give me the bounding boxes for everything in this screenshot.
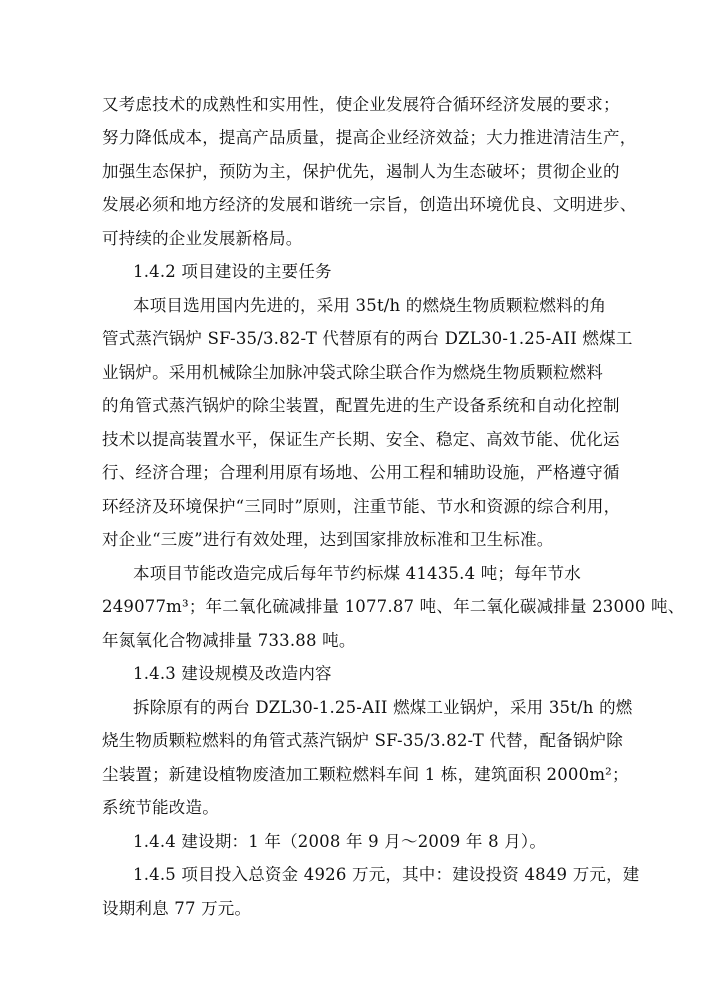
text-line: 又考虑技术的成熟性和实用性，使企业发展符合循环经济发展的要求； — [102, 95, 620, 114]
text-line: 管式蒸汽锅炉 SF-35/3.82-T 代替原有的两台 DZL30-1.25-AII 燃煤工 — [102, 329, 633, 348]
paragraph-first-line: 拆除原有的两台 DZL30-1.25-AII 燃煤工业锅炉，采用 35t/h 的燃 — [133, 698, 633, 717]
paragraph-first-line: 本项目选用国内先进的，采用 35t/h 的燃烧生物质颗粒燃料的角 — [133, 296, 607, 315]
text-line: 烧生物质颗粒燃料的角管式蒸汽锅炉 SF-35/3.82-T 代替，配备锅炉除 — [102, 731, 623, 750]
paragraph-first-line: 本项目节能改造完成后每年节约标煤 41435.4 吨；每年节水 — [133, 564, 581, 583]
section-heading: 1.4.4 建设期：1 年（2008 年 9 月～2009 年 8 月）。 — [133, 832, 547, 851]
text-line: 年氮氧化合物减排量 733.88 吨。 — [102, 631, 356, 650]
section-heading: 1.4.3 建设规模及改造内容 — [133, 664, 332, 683]
text-line: 系统节能改造。 — [102, 798, 219, 817]
text-line: 对企业“三废”进行有效处理，达到国家排放标准和卫生标准。 — [102, 530, 554, 549]
text-line: 尘装置；新建设植物废渣加工颗粒燃料车间 1 栋，建筑面积 2000m²； — [102, 765, 629, 784]
section-heading: 1.4.2 项目建设的主要任务 — [133, 262, 332, 281]
text-line: 技术以提高装置水平，保证生产长期、安全、稳定、高效节能、优化运 — [102, 430, 620, 449]
text-line: 业锅炉。采用机械除尘加脉冲袋式除尘联合作为燃烧生物质颗粒燃料 — [102, 363, 603, 382]
text-line: 环经济及环境保护“三同时”原则，注重节能、节水和资源的综合利用， — [102, 497, 621, 516]
text-line: 努力降低成本，提高产品质量，提高企业经济效益；大力推进清洁生产， — [102, 128, 637, 147]
text-line: 加强生态保护，预防为主，保护优先，遏制人为生态破坏；贯彻企业的 — [102, 162, 620, 181]
text-line: 249077m³；年二氧化硫减排量 1077.87 吨、年二氧化碳减排量 23000 吨、 — [102, 597, 685, 616]
text-line: 发展必须和地方经济的发展和谐统一宗旨，创造出环境优良、文明进步、 — [102, 195, 637, 214]
text-line: 可持续的企业发展新格局。 — [102, 229, 303, 248]
text-line: 的角管式蒸汽锅炉的除尘装置，配置先进的生产设备系统和自动化控制 — [102, 396, 620, 415]
section-heading: 1.4.5 项目投入总资金 4926 万元，其中：建设投资 4849 万元，建 — [133, 865, 640, 884]
text-line: 行、经济合理；合理利用原有场地、公用工程和辅助设施，严格遵守循 — [102, 463, 620, 482]
text-line: 设期利息 77 万元。 — [102, 899, 252, 918]
